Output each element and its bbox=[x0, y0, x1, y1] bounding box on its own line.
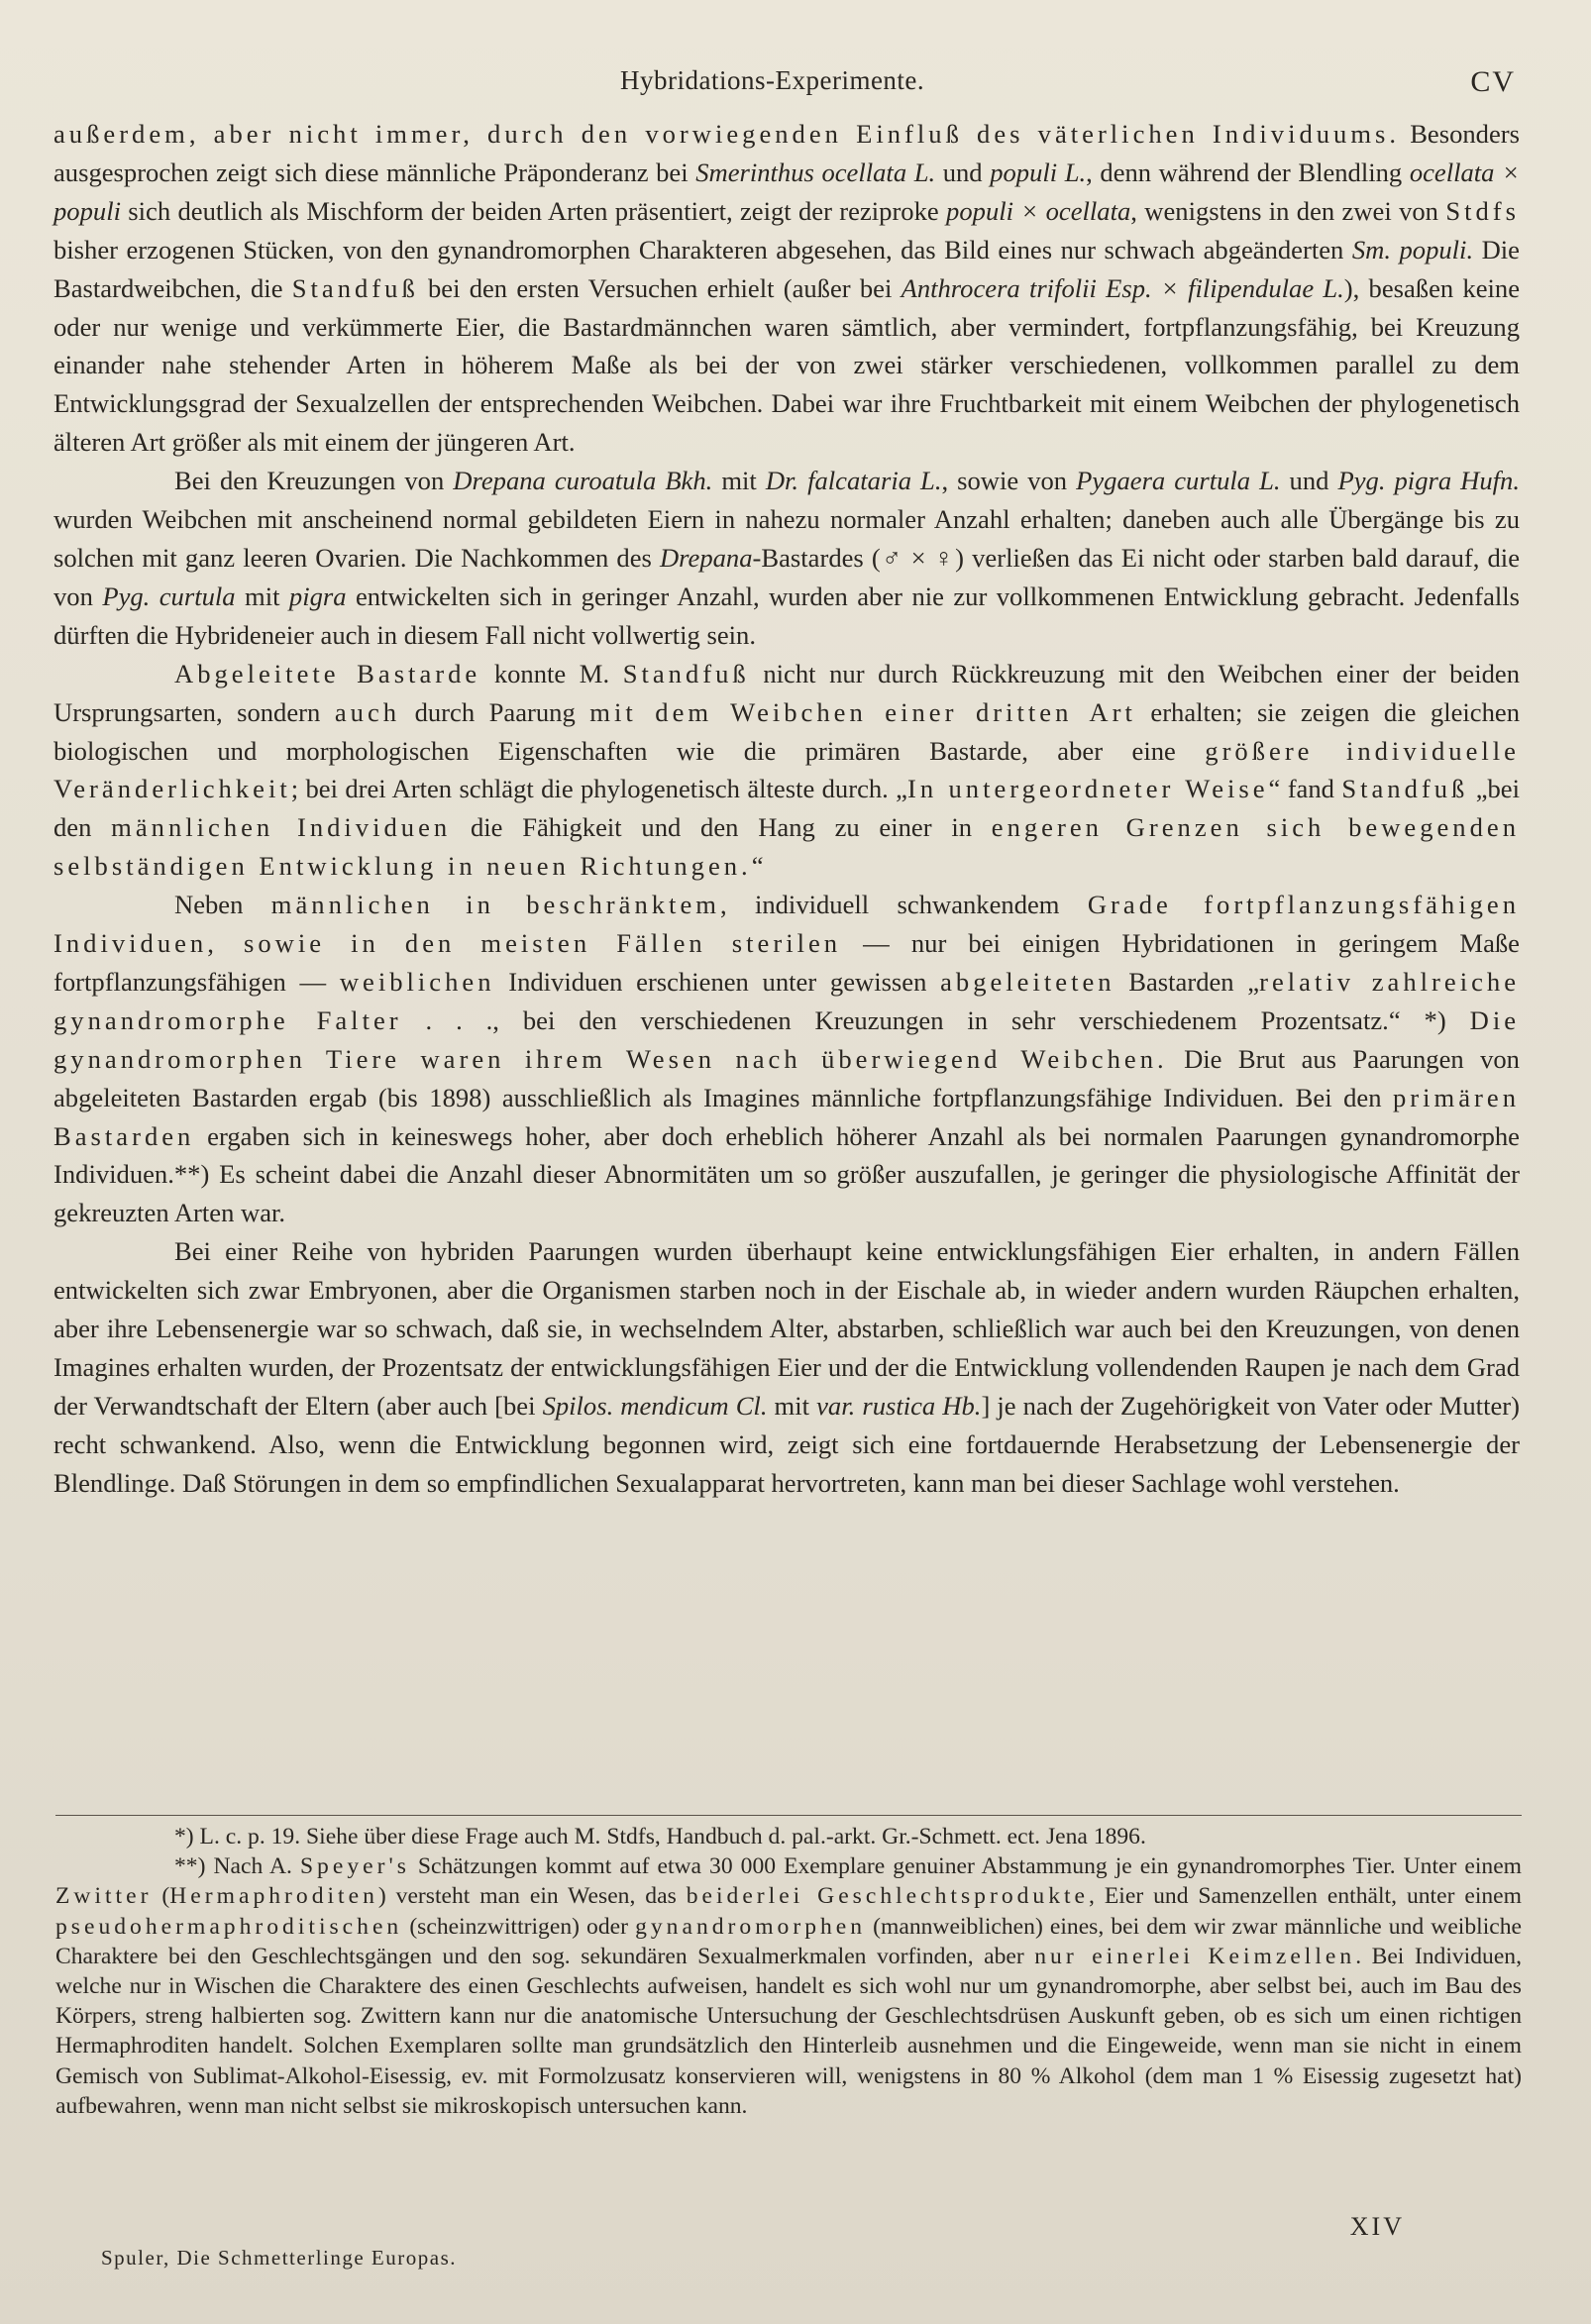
footnote bbox=[55, 1822, 1522, 1851]
text-run: Schätzungen kommt auf etwa 30 000 Exemplare genuiner Abstammung je ein gynandromorphes Tier. Unter einem bbox=[409, 1853, 1523, 1880]
running-header bbox=[55, 65, 1516, 105]
spaced-emphasis: Grade fortpflanzungsfähigen Individuen, sowie in den meisten Fällen sterilen bbox=[53, 890, 1520, 959]
spaced-emphasis: In untergeordneter Weise bbox=[906, 774, 1269, 804]
text-run: konnte M. bbox=[480, 658, 623, 688]
text-run: ergaben sich in keineswegs hoher, aber doch erheblich höherer Anzahl als bei normalen Paarungen gynandromorphe Individuen.**) Es scheint dabei die Anzahl dieser Abnormitäten um so größer auszufallen, je geringer die physiologische Affinität der gekreuzten Arten war. bbox=[53, 1120, 1520, 1228]
text-run: sich deutlich als Mischform der beiden Arten präsentiert, zeigt der reziproke bbox=[120, 195, 947, 226]
page-number: CV bbox=[1470, 65, 1516, 98]
text-run: -Bastardes (♂ × ♀) verließen das Ei nicht oder starben bald darauf, die von bbox=[53, 542, 1520, 611]
italic-term: var. rustica Hb. bbox=[816, 1390, 982, 1421]
italic-term: Sm. populi. bbox=[1351, 234, 1474, 264]
spaced-emphasis: Die gynandromorphen Tiere waren ihrem Wesen nach überwiegend Weibchen. bbox=[53, 1004, 1521, 1074]
spaced-emphasis: pseudohermaphroditischen bbox=[55, 1913, 403, 1940]
footer-imprint: Spuler, Die Schmetterlinge Europas. bbox=[101, 2246, 457, 2270]
text-run: , wenigstens in den zwei von bbox=[1130, 195, 1446, 226]
italic-term: Drepana curoatula Bkh. bbox=[453, 466, 713, 496]
spaced-emphasis: größere individuelle Veränderlichkeit bbox=[53, 735, 1520, 804]
text-run: , Eier und Samenzellen enthält, unter einem bbox=[1089, 1883, 1523, 1910]
italic-term: Anthrocera trifolii Esp. × filipendulae L. bbox=[901, 272, 1344, 303]
text-run: mit bbox=[767, 1390, 817, 1421]
italic-term: Smerinthus ocellata L. bbox=[695, 157, 936, 187]
spaced-emphasis: Standfuß bbox=[291, 272, 419, 303]
text-run: “ bbox=[751, 851, 764, 882]
text-run: Bei den Kreuzungen von bbox=[174, 466, 454, 496]
text-run: **) Nach A. bbox=[174, 1853, 300, 1880]
text-run: bisher erzogenen Stücken, von den gynandromorphen Charakteren abgesehen, das Bild eines nur schwach abgeänderten bbox=[53, 234, 1352, 264]
text-run: *) L. c. p. 19. Siehe über diese Frage auch M. Stdfs, Handbuch d. pal.-arkt. Gr.-Schmett. ect. Jena 1896. bbox=[174, 1824, 1146, 1849]
text-run: Bastarden „ bbox=[1114, 966, 1260, 997]
italic-term: populi L. bbox=[990, 157, 1087, 187]
text-run: Besonders ausgesprochen zeigt sich diese männliche Präponderanz bei bbox=[53, 119, 1520, 187]
text-run: ), besaßen keine oder nur wenige und verkümmerte Eier, die Bastardmännchen waren sämtlich, aber vermindert, fortpflanzungsfähig, bei Kreuzung einander nahe stehender Arten in höherem Maße als bei der von zwei stärker verschiedenen, vollkommen parallel zu dem Entwicklungsgrad der Sexualzellen der entsprechenden Weibchen. Dabei war ihre Fruchtbarkeit mit einem Weibchen der phylogenetisch älteren Art größer als mit einem der jüngeren Art. bbox=[53, 272, 1520, 458]
spaced-emphasis: beiderlei Geschlechtsprodukte bbox=[686, 1883, 1090, 1910]
signature-mark: XIV bbox=[1349, 2212, 1405, 2241]
text-run: nicht nur durch Rückkreuzung mit den Weibchen einer der beiden Ursprungsarten, sondern bbox=[53, 658, 1521, 727]
spaced-emphasis: Stdfs bbox=[1445, 195, 1520, 226]
spaced-emphasis: männlichen in beschränktem bbox=[270, 890, 720, 920]
spaced-emphasis: auch bbox=[334, 696, 401, 727]
footnote bbox=[55, 1851, 1522, 2121]
text-run: bei den ersten Versuchen erhielt (außer bei bbox=[418, 272, 902, 303]
italic-term: pigra bbox=[288, 581, 347, 611]
spaced-emphasis: Abgeleitete Bastarde bbox=[174, 658, 481, 688]
text-run: Die Bastardweibchen, die bbox=[53, 234, 1520, 303]
text-run: . Bei Individuen, welche nur in Wischen die Charaktere des einen Geschlechts aufweisen, handelt es sich wohl nur um gynandromorphe, aber selbst bei, auch im Bau des Körpers, streng halbierten sog. Zwittern kann nur die anatomische Untersuchung der Geschlechtsdrüsen Auskunft geben, ob es sich um einen richtigen Hermaphroditen handelt. Solchen Exemplaren sollte man grundsätzlich den Hinterleib ausnehmen und die Eingeweide, wenn man sie nicht in einem Gemisch von Sublimat-Alkohol-Eisessig, ev. mit Formolzusatz konservieren will, wenigstens in 80 % Alkohol (dem man 1 % Eisessig zugesetzt hat) aufbewahren, wenn man nicht selbst sie mikroskopisch untersuchen kann. bbox=[55, 1943, 1522, 2119]
text-run: „bei den bbox=[53, 774, 1520, 843]
text-run: ] je nach der Zugehörigkeit von Vater oder Mutter) recht schwankend. Also, wenn die Entwicklung begonnen wird, zeigt sich eine fortdauernde Herabsetzung der Lebensenergie der Blendlinge. Daß Störungen in dem so empfindlichen Sexualapparat hervortreten, kann man bei dieser Sachlage wohl verstehen. bbox=[53, 1390, 1520, 1498]
text-run: erhalten; sie zeigen die gleichen biologischen und morphologischen Eigenschaften wie die primären Bastarde, aber eine bbox=[53, 696, 1520, 766]
text-run: und bbox=[935, 157, 991, 187]
text-run: Bei einer Reihe von hybriden Paarungen wurden überhaupt keine entwicklungsfähigen Eier erhalten, in andern Fällen entwickelten sich zwar Embryonen, aber die Organismen starben noch in der Eischale ab, in wieder andern wurden Räupchen erhalten, aber ihre Lebensenergie war so schwach, daß sie, in wechselndem Alter, abstarben, schließlich war auch bei den Kreuzungen, von denen Imagines erhalten wurden, der Prozentsatz der entwicklungsfähigen Eier und der die Entwicklung vollendenden Raupen je nach dem Grad der Verwandtschaft der Eltern (aber auch [bei bbox=[53, 1236, 1520, 1421]
spaced-emphasis: gynandromorphen bbox=[635, 1913, 867, 1940]
spaced-emphasis: Zwitter bbox=[55, 1883, 153, 1910]
italic-term: populi × ocellata bbox=[946, 195, 1131, 226]
paragraph bbox=[53, 115, 1520, 462]
text-run: , denn während der Blendling bbox=[1086, 157, 1410, 187]
spaced-emphasis: männlichen Individuen bbox=[111, 812, 452, 843]
italic-term: Pyg. pigra Hufn. bbox=[1337, 466, 1520, 496]
footnotes bbox=[55, 1815, 1522, 2121]
body-text bbox=[53, 115, 1520, 1503]
spaced-emphasis: engeren Grenzen sich bewegenden selbständigen Entwicklung in neuen Richtungen. bbox=[53, 812, 1520, 882]
text-run: , sowie von bbox=[941, 466, 1077, 496]
spaced-emphasis: Hermaphroditen bbox=[169, 1883, 378, 1910]
spaced-emphasis: mit dem Weibchen einer dritten Art bbox=[589, 696, 1136, 727]
spaced-emphasis: Standfuß bbox=[1341, 774, 1469, 804]
spaced-emphasis: Standfuß bbox=[622, 658, 750, 688]
text-run: Individuen erschienen unter gewissen bbox=[494, 966, 941, 997]
text-run: entwickelten sich in geringer Anzahl, wurden aber nie zur vollkommenen Entwicklung gebracht. Jedenfalls dürften die Hybrideneier auch in diesem Fall nicht vollwertig sein. bbox=[53, 581, 1521, 650]
spaced-emphasis: weiblichen bbox=[339, 966, 495, 997]
text-run: Die Brut aus Paarungen von abgeleiteten Bastarden ergab (bis 1898) ausschließlich als Imagines männliche fortpflanzungsfähige Individuen. Bei den bbox=[53, 1043, 1520, 1112]
text-run: ) versteht man ein Wesen, das bbox=[377, 1883, 687, 1910]
spaced-emphasis: nur einerlei Keimzellen bbox=[1034, 1943, 1356, 1969]
text-run: Neben bbox=[174, 890, 271, 920]
text-run: und bbox=[1280, 466, 1338, 496]
running-title: Hybridations-Experimente. bbox=[620, 65, 925, 95]
italic-term: Spilos. mendicum Cl. bbox=[542, 1390, 768, 1421]
text-run: wurden Weibchen mit anscheinend normal gebildeten Eiern in nahezu normaler Anzahl erhalten; daneben auch alle Übergänge bis zu solchen mit ganz leeren Ovarien. Die Nachkommen des bbox=[53, 504, 1520, 573]
text-run: durch Paarung bbox=[400, 696, 590, 727]
spaced-emphasis: relativ zahlreiche gynandromorphe Falter bbox=[53, 966, 1521, 1035]
text-run: “ fand bbox=[1268, 774, 1342, 804]
italic-term: Dr. falcataria L. bbox=[765, 466, 942, 496]
paragraph bbox=[53, 1232, 1520, 1502]
italic-term: Pygaera curtula L. bbox=[1076, 466, 1281, 496]
italic-term: Pyg. curtula bbox=[102, 581, 236, 611]
italic-term: Drepana bbox=[659, 542, 753, 573]
paragraph bbox=[53, 886, 1520, 1232]
text-run: die Fähigkeit und den Hang zu einer in bbox=[451, 812, 992, 843]
spaced-emphasis: abgeleiteten bbox=[940, 966, 1115, 997]
text-run: (scheinzwittrigen) oder bbox=[402, 1913, 636, 1940]
text-run: mit bbox=[235, 581, 289, 611]
text-run: , individuell schwankendem bbox=[719, 890, 1088, 920]
text-run: (mannweiblichen) eines, bei dem wir zwar männliche und weibliche Charaktere bei den Geschlechtsgängen und den sog. sekundären Sexualmerkmalen vorfinden, aber bbox=[55, 1913, 1522, 1969]
spaced-emphasis: Speyer's bbox=[299, 1853, 410, 1880]
text-run: ( bbox=[152, 1883, 170, 1910]
spaced-emphasis: außerdem, aber nicht immer, durch den vorwiegenden Einfluß des väterlichen Individuums. bbox=[53, 119, 1401, 149]
text-run: — nur bei einigen Hybridationen in geringem Maße fortpflanzungsfähigen — bbox=[53, 928, 1520, 997]
italic-term: ocellata × populi bbox=[53, 157, 1520, 226]
paragraph bbox=[53, 462, 1520, 655]
paragraph bbox=[53, 655, 1520, 886]
text-run: ; bei drei Arten schlägt die phylogenetisch älteste durch. „ bbox=[290, 774, 907, 804]
text-run: mit bbox=[712, 466, 766, 496]
spaced-emphasis: primären Bastarden bbox=[53, 1082, 1520, 1151]
text-run: . . ., bei den verschiedenen Kreuzungen in sehr verschiedenem Prozentsatz.“ *) bbox=[401, 1004, 1470, 1035]
